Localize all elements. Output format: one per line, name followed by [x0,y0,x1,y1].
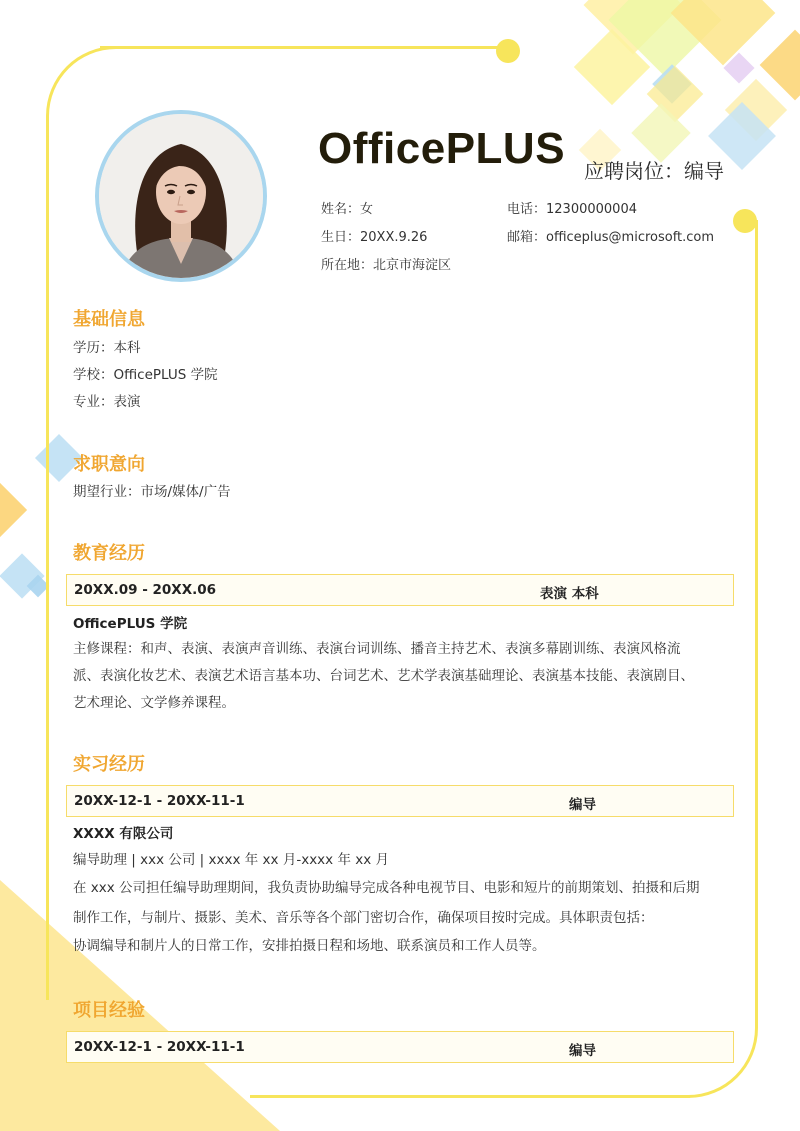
major-name: 专业：表演 [73,394,141,410]
birthday-field: 生日：20XX.9.26 [321,230,428,245]
section-title-project: 项目经验 [73,1000,145,1021]
expected-industry: 期望行业：市场/媒体/广告 [73,484,231,500]
education-bar [66,574,734,606]
section-title-intent: 求职意向 [73,454,145,475]
section-title-education: 教育经历 [73,543,145,564]
internship-desc-line-1: 在 xxx 公司担任编导助理期间，我负责协助编导完成各种电视节目、电影和短片的前期策划、拍摄和后期 [73,880,700,896]
location-field: 所在地：北京市海淀区 [321,258,452,273]
project-date: 20XX-12-1 - 20XX-11-1 [74,1039,245,1055]
phone-field: 电话：12300000004 [507,202,637,217]
education-courses-line-2: 派、表演化妆艺术、表演艺术语言基本功、台词艺术、艺术学表演基础理论、表演基本技能、表演剧目、 [73,668,694,684]
education-degree: 表演 本科 [540,586,599,602]
education-courses-line-1: 主修课程：和声、表演、表演声音训练、表演台词训练、播音主持艺术、表演多幕剧训练、表演风格流 [73,641,681,657]
internship-role: 编导 [569,797,596,813]
internship-desc-line-3: 协调编导和制片人的日常工作，安排拍摄日程和场地、联系演员和工作人员等。 [73,938,546,954]
project-bar [66,1031,734,1063]
job-target: 应聘岗位：编导 [584,159,724,183]
education-date: 20XX.09 - 20XX.06 [74,582,217,598]
frame-dot-right [733,209,757,233]
internship-position-line: 编导助理 | xxx 公司 | xxxx 年 xx 月-xxxx 年 xx 月 [73,852,390,868]
section-title-basic: 基础信息 [73,309,145,330]
resume-name: OfficePLUS [318,124,566,173]
education-courses-line-3: 艺术理论、文学修养课程。 [73,695,235,711]
project-role: 编导 [569,1043,596,1059]
internship-bar [66,785,734,817]
school-name: 学校：OfficePLUS 学院 [73,367,218,383]
email-field: 邮箱：officeplus@microsoft.com [507,230,715,245]
gender-field: 姓名：女 [321,202,374,217]
education-school: OfficePLUS 学院 [73,616,188,632]
avatar [95,110,267,282]
education-level: 学历：本科 [73,340,141,356]
internship-company: XXXX 有限公司 [73,826,174,842]
section-title-internship: 实习经历 [73,754,145,775]
internship-desc-line-2: 制作工作，与制片、摄影、美术、音乐等各个部门密切合作，确保项目按时完成。具体职责包括： [73,910,654,926]
frame-dot-top [496,39,520,63]
internship-date: 20XX-12-1 - 20XX-11-1 [74,793,245,809]
